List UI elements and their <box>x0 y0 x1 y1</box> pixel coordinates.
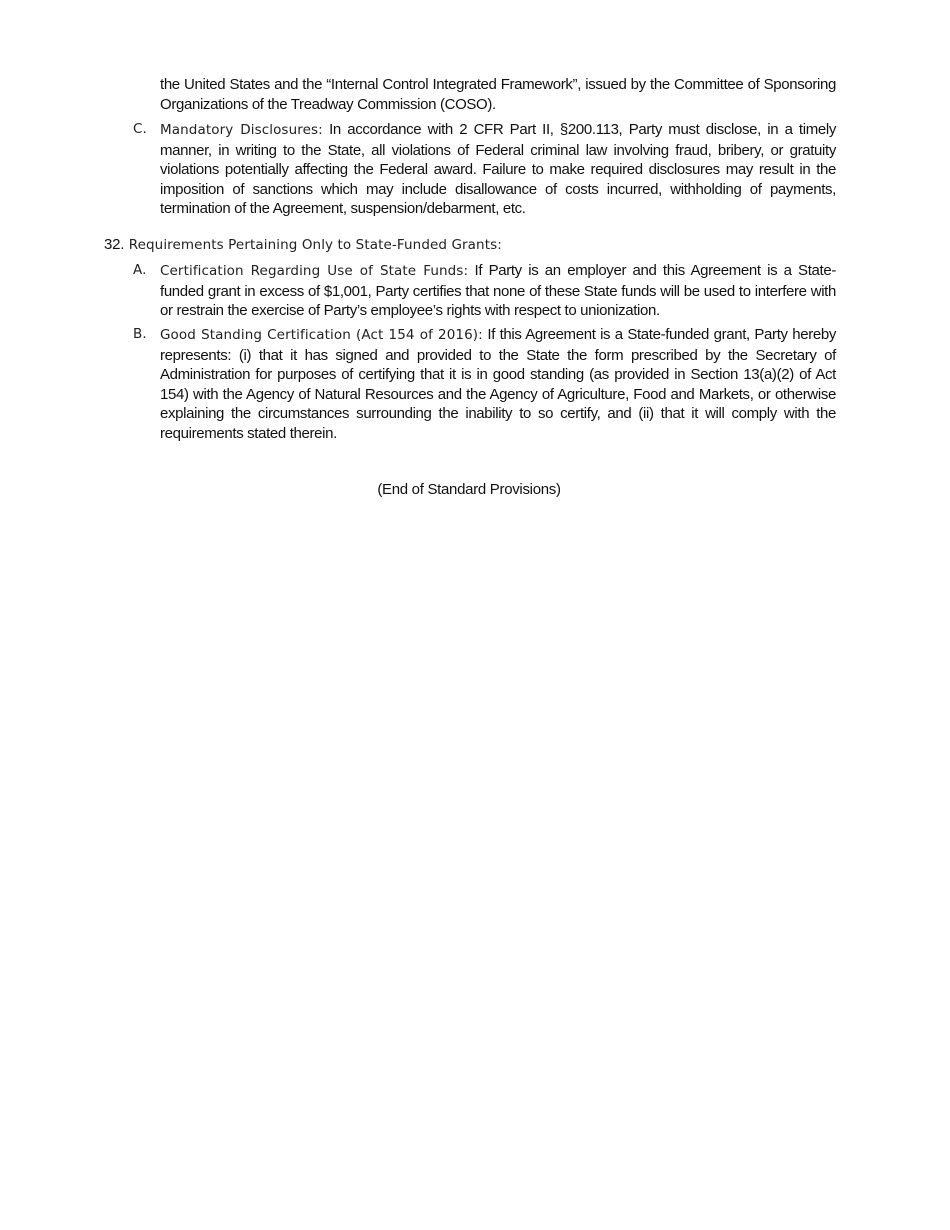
item-c-label: Mandatory Disclosures: <box>160 122 323 138</box>
continuation-text: the United States and the “Internal Control Integrated Framework”, issued by the Committee of Sponsoring Organizations of the Treadway Commission (COSO). <box>160 76 836 113</box>
item-a-label: Certification Regarding Use of State Funds: <box>160 263 469 279</box>
item-b-marker: B. <box>133 326 147 342</box>
item-b-text: If this Agreement is a State-funded grant, Party hereby represents: (i) that it has signed and provided to the State the form prescribed by the Secretary of Administration for purposes of certifying that it is in good standing (as provided in Section 13(a)(2) of Act 154) with the Agency of Natural Resources and the Agency of Agriculture, Food and Markets, or otherwise explaining the circumstances surrounding the inability to so certify, and (ii) that it will comply with the requirements stated therein. <box>160 326 836 442</box>
section-32-heading <box>104 236 804 254</box>
item-b-label: Good Standing Certification (Act 154 of 2016): <box>160 327 483 343</box>
section-32-number: 32. <box>104 236 125 253</box>
continuation-paragraph <box>160 75 836 114</box>
item-a-text: If Party is an employer and this Agreement is a State-funded grant in excess of $1,001, Party certifies that none of these State funds will be used to interfere with or restrain the exercise of Party’s employee’s rights with respect to unionization. <box>160 262 836 320</box>
item-a-marker: A. <box>133 262 147 278</box>
item-c-text: In accordance with 2 CFR Part II, §200.113, Party must disclose, in a timely manner, in writing to the State, all violations of Federal criminal law involving fraud, bribery, or gratuity violations potentially affecting the Federal award. Failure to make required disclosures may result in the imposition of sanctions which may include disallowance of costs incurred, withholding of payments, termination of the Agreement, suspension/debarment, etc. <box>160 121 836 218</box>
end-of-provisions-note: (End of Standard Provisions) <box>377 481 561 498</box>
section-32-title: Requirements Pertaining Only to State-Funded Grants: <box>128 237 502 253</box>
item-c-marker: C. <box>133 121 147 137</box>
